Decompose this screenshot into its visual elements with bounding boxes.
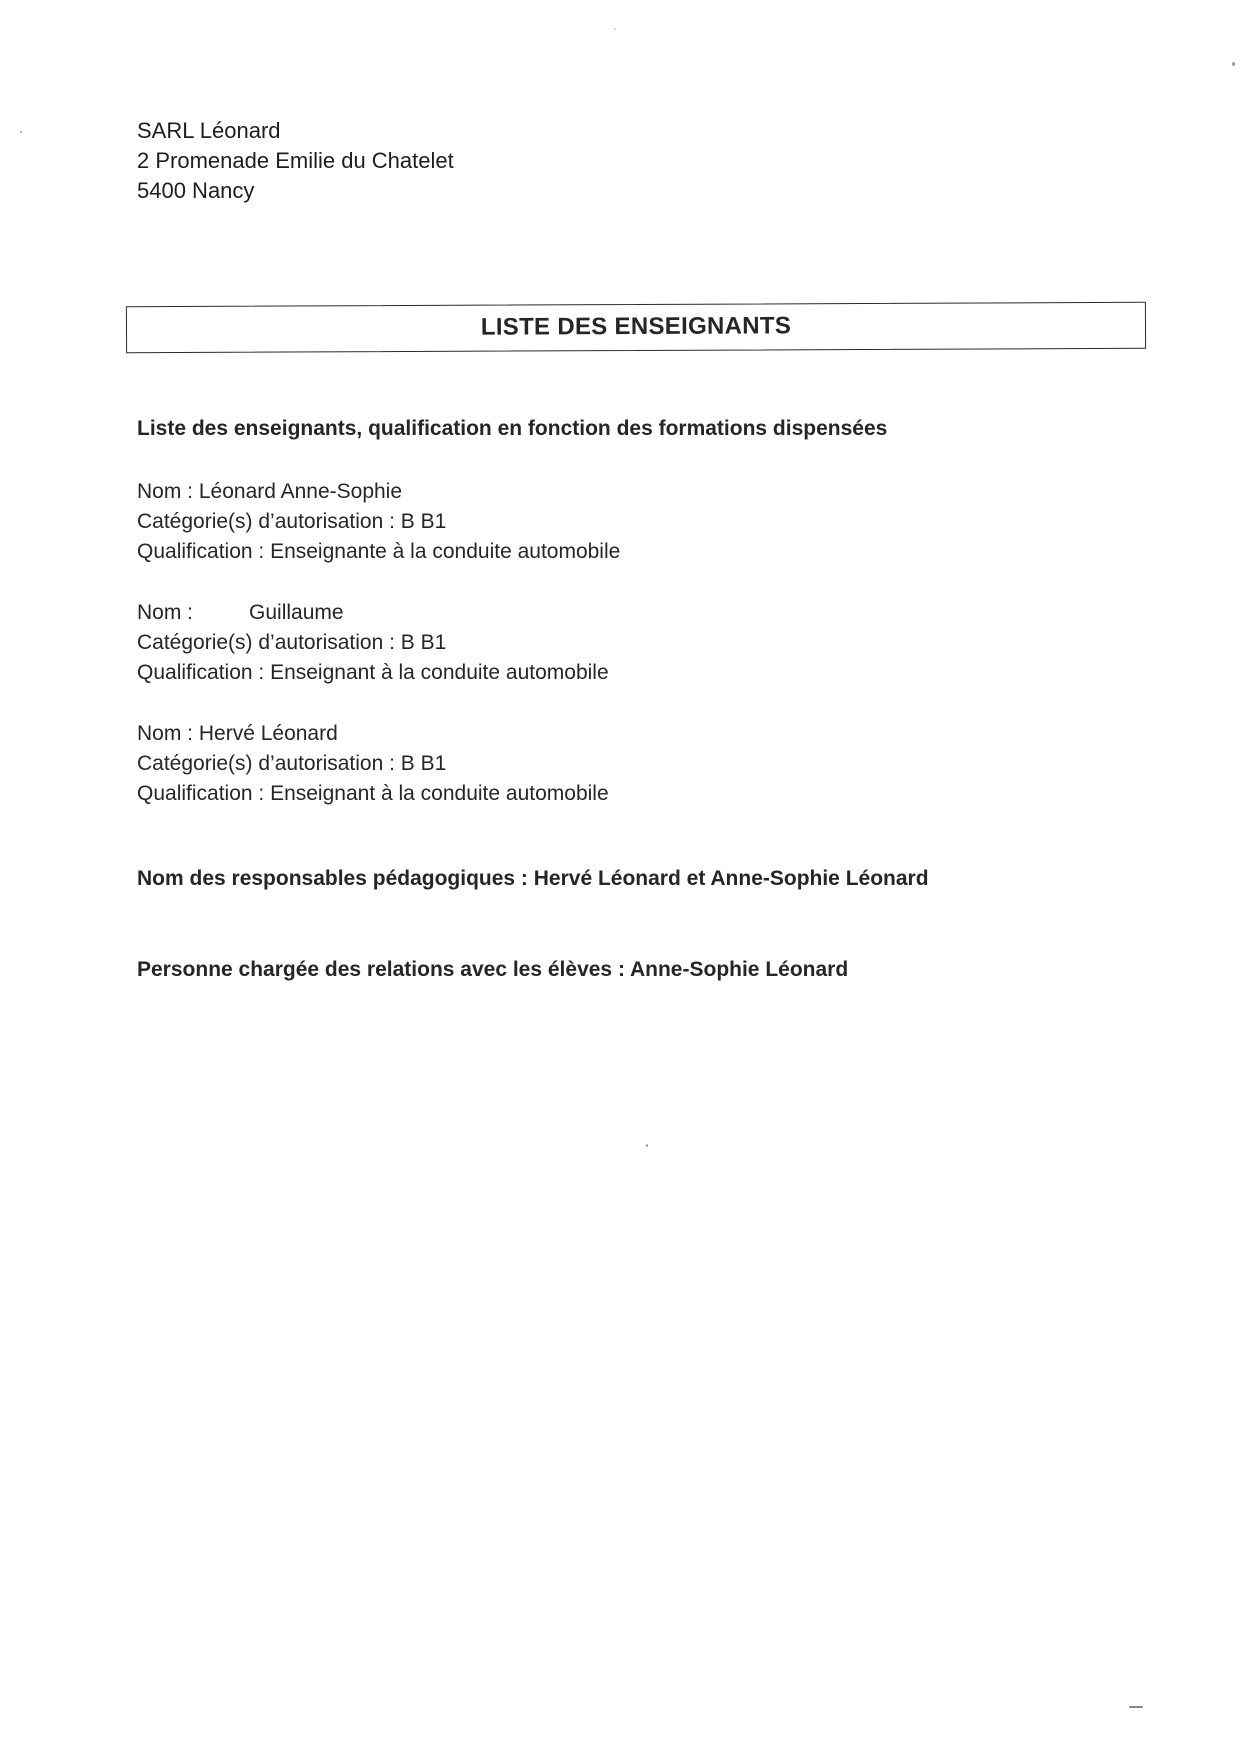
company-name: SARL Léonard (137, 118, 281, 143)
teacher-category: Catégorie(s) d’autorisation : B B1 (137, 752, 447, 775)
scan-speck (646, 1144, 648, 1147)
scan-speck (614, 28, 616, 30)
teacher-qualification: Qualification : Enseignante à la conduite automobile (137, 540, 621, 563)
nom-label: Nom : (137, 601, 194, 624)
nom-label: Nom : (137, 722, 194, 745)
nom-value: Hervé Léonard (198, 722, 338, 745)
teacher-category: Catégorie(s) d’autorisation : B B1 (137, 510, 447, 533)
nom-label: Nom : (137, 480, 194, 503)
teacher-entry (137, 598, 609, 688)
scan-speck (1129, 1706, 1143, 1708)
company-city: 5400 Nancy (137, 178, 255, 203)
teacher-qualification: Qualification : Enseignant à la conduite automobile (137, 782, 609, 805)
teacher-entry (137, 477, 620, 567)
list-heading: Liste des enseignants, qualification en fonction des formations dispensées (137, 417, 888, 440)
teacher-qualification: Qualification : Enseignant à la conduite automobile (137, 661, 609, 684)
teacher-name-line (137, 477, 620, 507)
teacher-category: Catégorie(s) d’autorisation : B B1 (137, 631, 447, 654)
scan-speck (1232, 62, 1235, 66)
company-street: 2 Promenade Emilie du Chatelet (137, 148, 454, 173)
responsables-line: Nom des responsables pédagogiques : Hervé Léonard et Anne-Sophie Léonard (137, 867, 929, 890)
teacher-entry (137, 719, 609, 809)
relations-line: Personne chargée des relations avec les élèves : Anne-Sophie Léonard (137, 958, 849, 981)
company-address (137, 116, 454, 206)
teacher-name-line (137, 598, 609, 628)
title-box (126, 302, 1146, 353)
document-title: LISTE DES ENSEIGNANTS (480, 312, 792, 341)
teacher-name-line (137, 719, 609, 749)
nom-value: Léonard Anne-Sophie (198, 480, 403, 503)
nom-value: Guillaume (249, 601, 344, 624)
scan-speck (20, 131, 22, 133)
